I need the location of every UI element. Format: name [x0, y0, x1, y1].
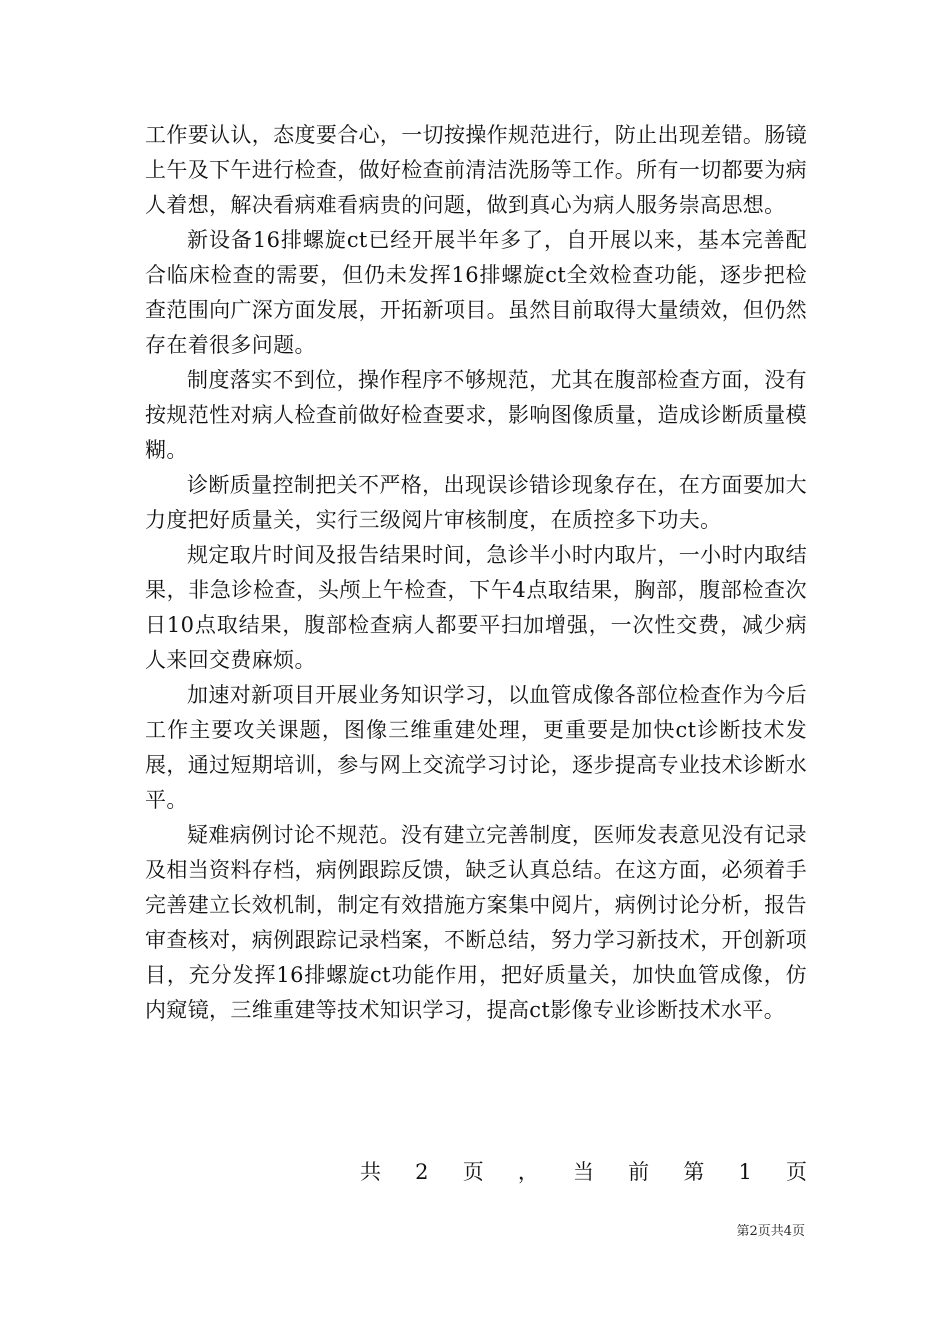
page-info-char: 共: [360, 1160, 381, 1184]
page-footer: 第2页共4页: [736, 1224, 805, 1239]
page-info-char: 页: [462, 1160, 484, 1184]
page-info-char: ，: [517, 1160, 539, 1184]
paragraph-report-timing: 规定取片时间及报告结果时间，急诊半小时内取片，一小时内取结果，非急诊检查，头颅上午检查，下午4点取结果，胸部，腹部检查次日10点取结果，腹部检查病人都要平扫加增强，一次性交费，减少病人来回交费麻烦。: [145, 543, 807, 672]
paragraph-quality-control: 诊断质量控制把关不严格，出现误诊错诊现象存在，在方面要加大力度把好质量关，实行三级阅片审核制度，在质控多下功夫。: [145, 473, 807, 532]
page-info-char: 页: [786, 1160, 807, 1184]
page-info-char: 1: [738, 1160, 752, 1184]
paragraph-case-discussion: 疑难病例讨论不规范。没有建立完善制度，医师发表意见没有记录及相当资料存档，病例跟踪反馈，缺乏认真总结。在这方面，必须着手完善建立长效机制，制定有效措施方案集中阅片，病例讨论分析，报告审查核对，病例跟踪记录档案，不断总结，努力学习新技术，开创新项目，充分发挥16排螺旋ct功能作用，把好质量关，加快血管成像，仿内窥镜，三维重建等技术知识学习，提高ct影像专业诊断技术水平。: [145, 823, 807, 1022]
page-info-char: 2: [415, 1160, 429, 1184]
page-info-char: 前: [628, 1160, 650, 1184]
paragraph-new-projects: 加速对新项目开展业务知识学习，以血管成像各部位检查作为今后工作主要攻关课题，图像三维重建处理，更重要是加快ct诊断技术发展，通过短期培训，参与网上交流学习讨论，逐步提高专业技术诊断水平。: [145, 683, 807, 812]
page-count-line: [360, 1155, 807, 1190]
page-info-char: 第: [683, 1160, 705, 1184]
paragraph-continued: 工作要认认，态度要合心，一切按操作规范进行，防止出现差错。肠镜上午及下午进行检查，做好检查前清洁洗肠等工作。所有一切都要为病人着想，解决看病难看病贵的问题，做到真心为病人服务崇高思想。: [145, 123, 807, 217]
paragraph-ct-equipment: 新设备16排螺旋ct已经开展半年多了，自开展以来，基本完善配合临床检查的需要，但仍未发挥16排螺旋ct全效检查功能，逐步把检查范围向广深方面发展，开拓新项目。虽然目前取得大量绩效，但仍然存在着很多问题。: [145, 228, 807, 357]
document-body: [145, 118, 807, 1028]
paragraph-procedure-issues: 制度落实不到位，操作程序不够规范，尤其在腹部检查方面，没有按规范性对病人检查前做好检查要求，影响图像质量，造成诊断质量模糊。: [145, 368, 807, 462]
page-info-char: 当: [573, 1160, 594, 1184]
